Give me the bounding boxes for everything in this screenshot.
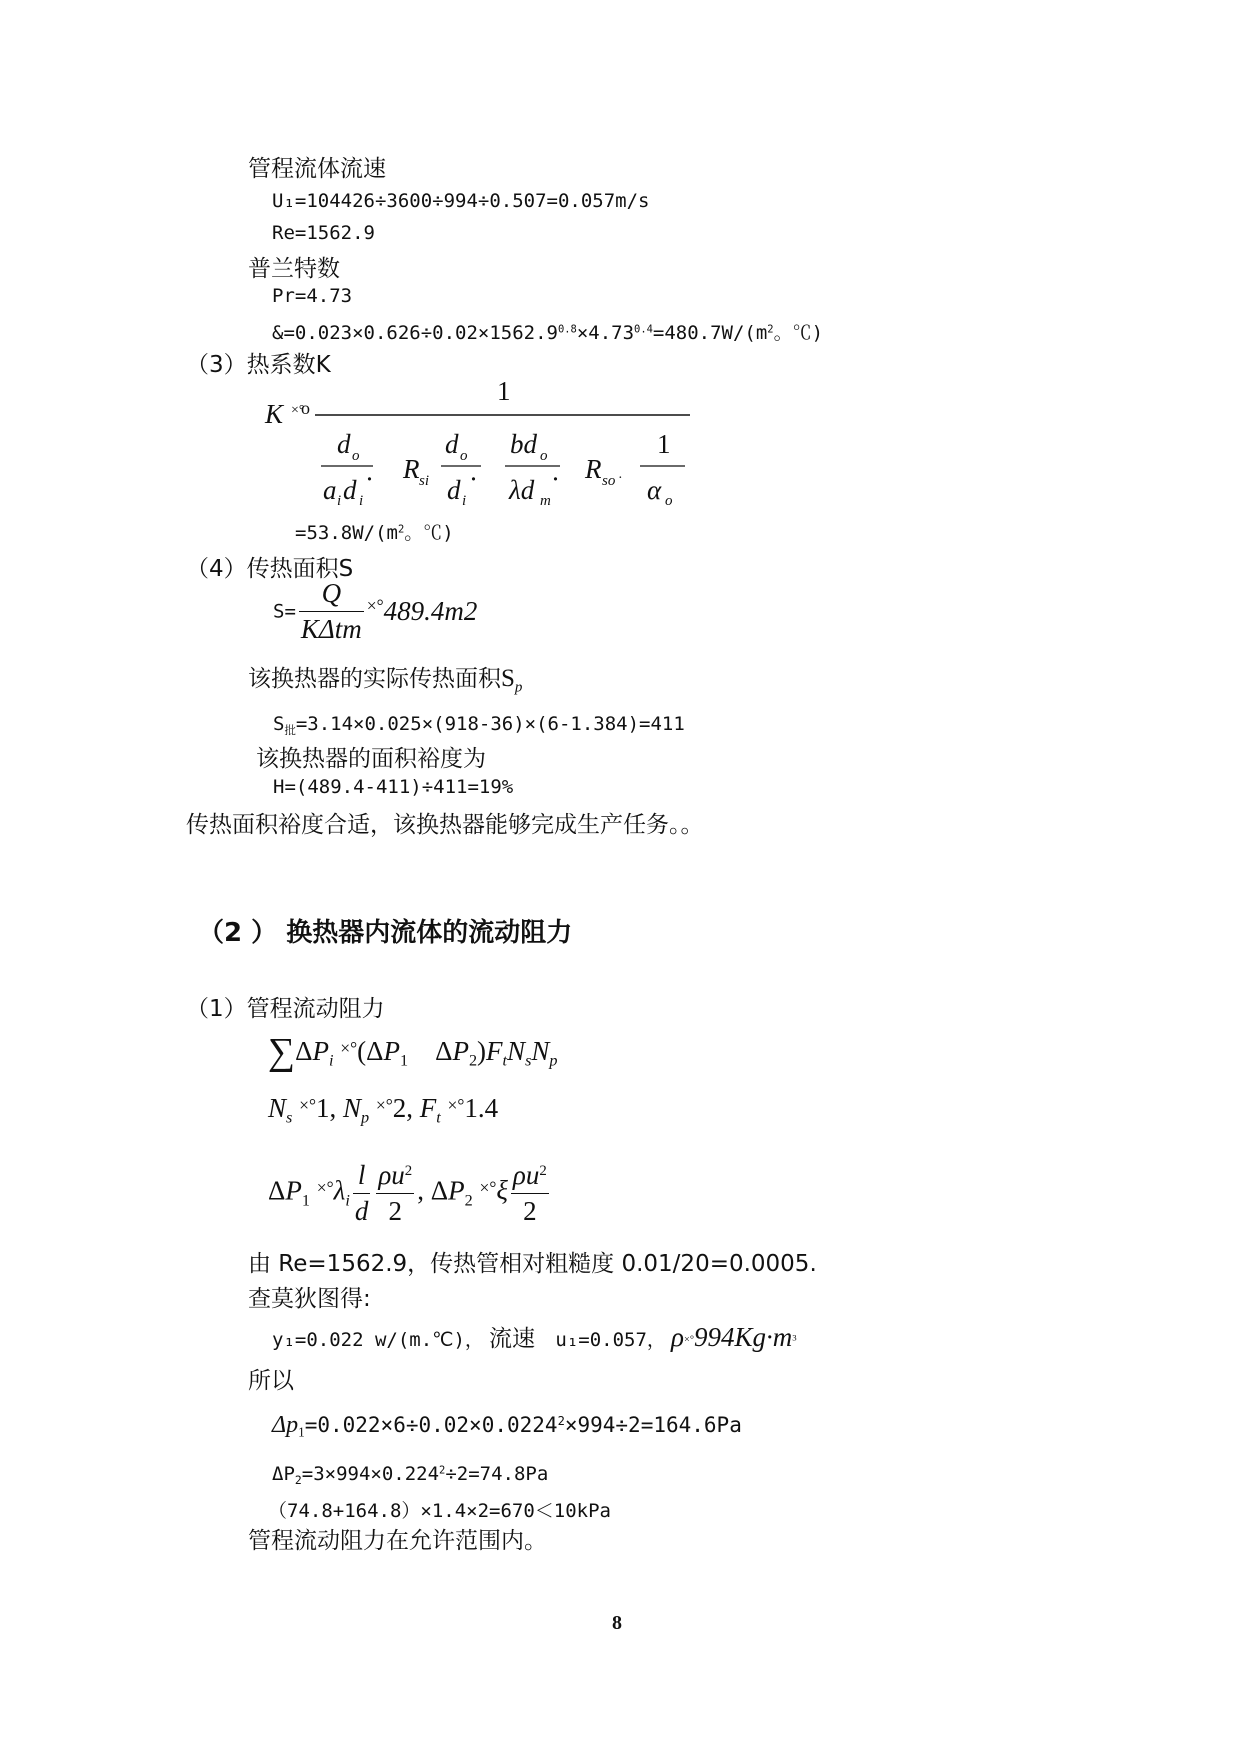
alpha-calc-c: =480.7W/(m (652, 322, 768, 344)
moody-line: 查莫狄图得: (248, 1286, 371, 1312)
actual-area-label: 该换热器的实际传热面积 (248, 666, 501, 692)
svg-text:α: α (647, 475, 662, 505)
alpha-calc-d: 。℃) (773, 322, 824, 344)
svg-text:bd: bd (510, 429, 537, 459)
tube-velocity-heading: 管程流体流速 (248, 156, 386, 182)
svg-text:R: R (585, 454, 602, 484)
actual-area-line (248, 660, 522, 696)
dp1-calc-a: =0.022×6÷0.02×0.0224 (304, 1413, 558, 1437)
svg-text:d: d (445, 429, 459, 459)
prandtl-heading: 普兰特数 (248, 256, 340, 282)
margin-label: 该换热器的面积裕度为 (256, 746, 486, 772)
np-val: 2 (392, 1093, 407, 1123)
svg-text:i: i (462, 493, 467, 508)
svg-text:λd: λd (509, 475, 535, 505)
k-result-exp: 2 (397, 523, 405, 536)
svg-text:o: o (665, 493, 673, 508)
s-real-calc-line (273, 713, 685, 738)
svg-text:m: m (540, 493, 551, 508)
svg-text:·: · (365, 464, 374, 494)
k-formula (255, 378, 715, 508)
dp2-calc-a: ΔP (272, 1463, 295, 1485)
page-number: 8 (612, 1612, 622, 1634)
rho-symbol: ρ (670, 1322, 684, 1352)
rho-exp: 3 (792, 1332, 797, 1343)
k-result-tail: 。℃) (404, 522, 454, 544)
lambda-flow-line (272, 1320, 797, 1353)
dp1-calc-b: ×994÷2=164.6Pa (564, 1413, 742, 1437)
svg-text:i: i (359, 493, 364, 508)
rho-value: 994Kg·m (693, 1322, 793, 1352)
so-line: 所以 (248, 1368, 294, 1394)
svg-text:o: o (352, 448, 360, 464)
section4-heading: （4）传热面积S (186, 556, 354, 582)
alpha-exp2: 0.4 (634, 323, 653, 336)
svg-text:1: 1 (497, 378, 511, 406)
svg-text:so: so (602, 473, 616, 489)
ns-val: 1 (315, 1093, 330, 1123)
dp2-calc-c: ÷2=74.8Pa (445, 1463, 549, 1485)
s-num: Q (299, 578, 364, 612)
svg-text:·: · (551, 464, 560, 494)
by-re-line: 由 Re=1562.9，传热管相对粗糙度 0.01/20=0.0005. (248, 1251, 817, 1277)
svg-text:d: d (447, 475, 461, 505)
dp2-sub: 2 (294, 1472, 302, 1487)
s-formula (273, 578, 477, 645)
approx-mark: ×° (366, 595, 384, 616)
dp2-calc-b: =3×994×0.224 (301, 1463, 440, 1485)
svg-text:o: o (540, 448, 548, 464)
u1-value: u₁=0.057， (555, 1329, 666, 1351)
ns-np-ft-line: $N_s$ ×°1, $N_p$ ×°2, $F_t$ ×°1.4 (268, 1093, 499, 1127)
part2-heading: （2 ） 换热器内流体的流动阻力 (198, 918, 573, 948)
velocity-calc: U₁=104426÷3600÷994÷0.507=0.057m/s (272, 190, 650, 212)
lambda-line: y₁=0.022 w/(m.℃)， (272, 1329, 484, 1351)
dp1-calc-line: $\Delta p_1=0.022\times 6\div 0.02\times 0.0224^2\times 994\div 2=164.6Pa$ (272, 1412, 742, 1440)
s-den: KΔtm (300, 614, 362, 644)
flow-label: 流速 (489, 1326, 536, 1352)
alpha-exp3: 2 (767, 323, 774, 336)
alpha-calc-b: ×4.73 (576, 322, 635, 344)
approx-mark-2: ×° (683, 1334, 694, 1346)
dp2-exp: 2 (439, 1464, 446, 1477)
conclusion: 传热面积裕度合适，该换热器能够完成生产任务。。 (186, 812, 704, 838)
actual-area-symbol: S (501, 665, 515, 692)
alpha-exp1: 0.8 (557, 323, 577, 336)
svg-text:1: 1 (657, 429, 671, 459)
svg-text:×°: ×° (291, 403, 305, 418)
s-result: 489.4m2 (383, 596, 478, 626)
svg-text:K: K (265, 399, 284, 429)
svg-text:o: o (301, 398, 310, 418)
alpha-calc (272, 318, 823, 345)
alpha-calc-a: &=0.023×0.626÷0.02×1562.9 (272, 322, 558, 344)
margin-calc: H=(489.4-411)÷411=19% (273, 776, 514, 798)
total-calc: （74.8+164.8）×1.4×2=670＜10kPa (268, 1500, 611, 1522)
k-result-main: =53.8W/(m (295, 522, 398, 544)
svg-text:o: o (460, 448, 468, 464)
s-real-sub: 批 (284, 722, 296, 737)
ft-val: 1.4 (464, 1093, 499, 1123)
s-real-calc: =3.14×0.025×(918-36)×(6-1.384)=411 (295, 713, 685, 735)
re-value: Re=1562.9 (272, 222, 375, 244)
final-line: 管程流动阻力在允许范围内。 (248, 1528, 547, 1554)
part2-sub1: （1）管程流动阻力 (186, 996, 385, 1022)
svg-text:si: si (419, 473, 430, 489)
svg-text:i: i (337, 493, 342, 508)
svg-text:d: d (337, 429, 351, 459)
s-prefix: S= (273, 600, 296, 623)
sum-dp-formula: $\sum\Delta P_i$ $^{\times^\circ}(\Delta P_1$ $\Delta P_2)F_tN_sN_p$ (268, 1031, 558, 1073)
svg-text:a: a (323, 475, 337, 505)
svg-text:·: · (469, 464, 478, 494)
dp1-dp2-formula: $\Delta P_1$ $^{\times^\circ}\lambda_i$ $\frac{l}{d}$ $\frac{\rho u^2}{2}$ , $\Delta P_2$ ×°ξ $\frac{\rho u^2}{2}$ (268, 1160, 547, 1226)
svg-text:R: R (403, 454, 420, 484)
svg-text:·: · (618, 471, 623, 486)
svg-text:d: d (343, 475, 357, 505)
dp2-calc-line (272, 1463, 548, 1487)
k-result (295, 518, 454, 545)
s-real-prefix: S (273, 713, 285, 735)
pr-value: Pr=4.73 (272, 285, 353, 307)
section3-heading: （3）热系数K (186, 352, 331, 378)
actual-area-sub: p (514, 679, 523, 696)
dp1-exp: 2 (557, 1413, 565, 1428)
